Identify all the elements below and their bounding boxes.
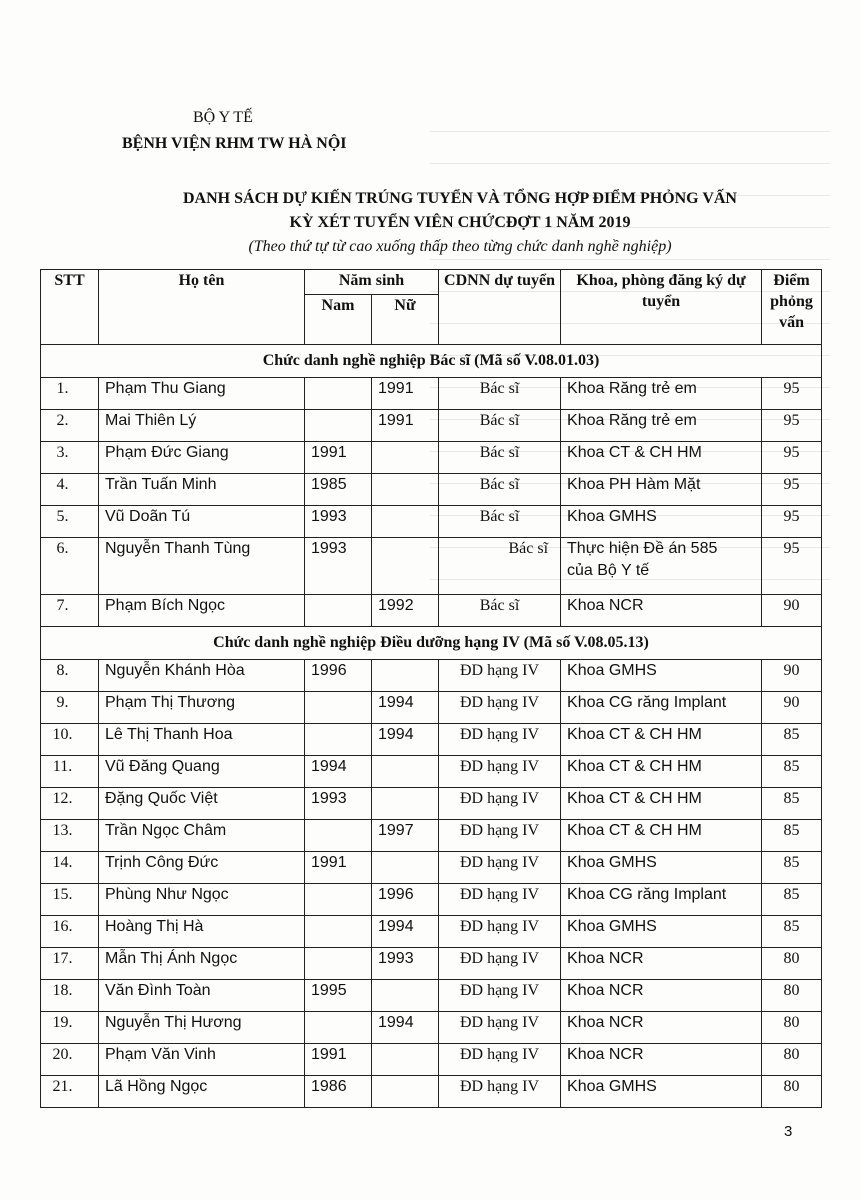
row-stt: 11. (41, 756, 99, 788)
row-khoa: Khoa NCR (561, 980, 762, 1012)
table-row (41, 820, 822, 852)
row-score: 95 (762, 442, 822, 474)
row-female-year: 1994 (372, 1012, 439, 1044)
row-name: Vũ Đăng Quang (99, 756, 305, 788)
row-name: Vũ Doãn Tú (99, 506, 305, 538)
row-khoa: Khoa NCR (561, 1012, 762, 1044)
row-female-year (372, 1044, 439, 1076)
section-title: Chức danh nghề nghiệp Bác sĩ (Mã số V.08.01.03) (41, 345, 822, 378)
row-score: 90 (762, 595, 822, 627)
row-score: 80 (762, 948, 822, 980)
row-khoa: Khoa CG răng Implant (561, 692, 762, 724)
row-female-year: 1997 (372, 820, 439, 852)
row-male-year (305, 724, 372, 756)
row-khoa: Khoa GMHS (561, 506, 762, 538)
row-cdnn: ĐD hạng IV (439, 724, 561, 756)
row-khoa: Khoa NCR (561, 595, 762, 627)
row-female-year: 1992 (372, 595, 439, 627)
row-stt: 7. (41, 595, 99, 627)
table-row (41, 595, 822, 627)
table-row (41, 948, 822, 980)
row-female-year: 1994 (372, 916, 439, 948)
row-score: 95 (762, 378, 822, 410)
row-score: 85 (762, 724, 822, 756)
row-name: Nguyễn Thị Hương (99, 1012, 305, 1044)
row-male-year (305, 410, 372, 442)
row-khoa: Khoa Răng trẻ em (561, 410, 762, 442)
row-name: Mẫn Thị Ánh Ngọc (99, 948, 305, 980)
header-male: Nam (305, 294, 372, 344)
row-female-year: 1991 (372, 410, 439, 442)
hospital-name: BỆNH VIỆN RHM TW HÀ NỘI (122, 135, 347, 152)
row-female-year (372, 756, 439, 788)
row-cdnn: Bác sĩ (439, 506, 561, 538)
table-row (41, 506, 822, 538)
row-score: 80 (762, 1012, 822, 1044)
row-khoa: Khoa CT & CH HM (561, 820, 762, 852)
section-header-row (41, 345, 822, 378)
header-stt: STT (41, 270, 99, 345)
row-female-year (372, 660, 439, 692)
row-stt: 8. (41, 660, 99, 692)
row-female-year: 1993 (372, 948, 439, 980)
row-khoa: Khoa CG răng Implant (561, 884, 762, 916)
table-row (41, 980, 822, 1012)
row-male-year: 1986 (305, 1076, 372, 1108)
row-male-year (305, 595, 372, 627)
row-cdnn: Bác sĩ (439, 538, 561, 595)
row-female-year (372, 1076, 439, 1108)
section-header-row (41, 627, 822, 660)
row-female-year: 1994 (372, 692, 439, 724)
table-row (41, 442, 822, 474)
row-name: Trần Tuấn Minh (99, 474, 305, 506)
row-stt: 2. (41, 410, 99, 442)
row-male-year: 1995 (305, 980, 372, 1012)
table-row (41, 1076, 822, 1108)
row-name: Phạm Đức Giang (99, 442, 305, 474)
row-stt: 9. (41, 692, 99, 724)
row-stt: 21. (41, 1076, 99, 1108)
row-cdnn: ĐD hạng IV (439, 692, 561, 724)
row-khoa: Khoa CT & CH HM (561, 756, 762, 788)
row-score: 95 (762, 474, 822, 506)
document-subtitle: (Theo thứ tự từ cao xuống thấp theo từng chức danh nghề nghiệp) (248, 238, 672, 255)
row-cdnn: ĐD hạng IV (439, 948, 561, 980)
row-name: Hoàng Thị Hà (99, 916, 305, 948)
row-score: 85 (762, 756, 822, 788)
row-stt: 4. (41, 474, 99, 506)
row-stt: 19. (41, 1012, 99, 1044)
row-name: Văn Đình Toàn (99, 980, 305, 1012)
row-female-year (372, 852, 439, 884)
row-score: 85 (762, 820, 822, 852)
row-male-year (305, 378, 372, 410)
row-cdnn: Bác sĩ (439, 474, 561, 506)
row-score: 85 (762, 852, 822, 884)
row-khoa-line1: Thực hiện Đề án 585 (567, 540, 718, 557)
row-cdnn: ĐD hạng IV (439, 852, 561, 884)
row-score: 95 (762, 506, 822, 538)
row-name: Phạm Văn Vinh (99, 1044, 305, 1076)
row-cdnn: ĐD hạng IV (439, 788, 561, 820)
row-male-year: 1991 (305, 852, 372, 884)
row-male-year: 1996 (305, 660, 372, 692)
row-stt: 18. (41, 980, 99, 1012)
row-khoa: Khoa Răng trẻ em (561, 378, 762, 410)
row-name: Trần Ngọc Châm (99, 820, 305, 852)
header-name: Họ tên (99, 270, 305, 345)
table-row (41, 1012, 822, 1044)
row-cdnn: ĐD hạng IV (439, 660, 561, 692)
organization-name: BỘ Y TẾ (193, 109, 253, 126)
row-score: 90 (762, 660, 822, 692)
row-name: Mai Thiên Lý (99, 410, 305, 442)
table-row (41, 724, 822, 756)
table-row (41, 660, 822, 692)
row-stt: 3. (41, 442, 99, 474)
row-male-year: 1985 (305, 474, 372, 506)
row-score: 80 (762, 1076, 822, 1108)
row-khoa-line2: của Bộ Y tế (567, 562, 650, 579)
row-stt: 6. (41, 538, 99, 595)
row-male-year: 1993 (305, 506, 372, 538)
row-name: Nguyễn Khánh Hòa (99, 660, 305, 692)
header-cdnn: CDNN dự tuyển (439, 270, 561, 345)
row-female-year: 1991 (372, 378, 439, 410)
header-khoa: Khoa, phòng đăng ký dự tuyển (561, 270, 762, 345)
table-row (41, 538, 822, 595)
section-title: Chức danh nghề nghiệp Điều dưỡng hạng IV (Mã số V.08.05.13) (41, 627, 822, 660)
row-female-year: 1996 (372, 884, 439, 916)
table-row (41, 756, 822, 788)
row-stt: 20. (41, 1044, 99, 1076)
row-score: 80 (762, 1044, 822, 1076)
row-stt: 14. (41, 852, 99, 884)
header-score: Điểm phỏng vấn (762, 270, 822, 345)
row-male-year (305, 948, 372, 980)
row-female-year (372, 788, 439, 820)
row-stt: 1. (41, 378, 99, 410)
row-male-year (305, 1012, 372, 1044)
row-khoa: Khoa GMHS (561, 660, 762, 692)
table-row (41, 410, 822, 442)
row-male-year (305, 820, 372, 852)
row-cdnn: Bác sĩ (439, 378, 561, 410)
row-stt: 12. (41, 788, 99, 820)
row-name: Trịnh Công Đức (99, 852, 305, 884)
row-khoa: Khoa CT & CH HM (561, 724, 762, 756)
row-cdnn: ĐD hạng IV (439, 1076, 561, 1108)
table-row (41, 474, 822, 506)
row-male-year: 1991 (305, 442, 372, 474)
row-cdnn: ĐD hạng IV (439, 1012, 561, 1044)
row-stt: 15. (41, 884, 99, 916)
row-cdnn: ĐD hạng IV (439, 916, 561, 948)
row-name: Đặng Quốc Việt (99, 788, 305, 820)
row-female-year (372, 442, 439, 474)
row-cdnn: Bác sĩ (439, 595, 561, 627)
row-stt: 17. (41, 948, 99, 980)
table-row (41, 916, 822, 948)
row-khoa: Khoa CT & CH HM (561, 442, 762, 474)
row-cdnn: Bác sĩ (439, 410, 561, 442)
row-khoa (561, 538, 762, 595)
row-stt: 5. (41, 506, 99, 538)
row-khoa: Khoa GMHS (561, 1076, 762, 1108)
row-cdnn: ĐD hạng IV (439, 1044, 561, 1076)
row-male-year (305, 884, 372, 916)
row-khoa: Khoa PH Hàm Mặt (561, 474, 762, 506)
document-title-line1: DANH SÁCH DỰ KIẾN TRÚNG TUYỂN VÀ TỔNG HỢP ĐIỂM PHỎNG VẤN (183, 190, 737, 207)
row-khoa: Khoa NCR (561, 1044, 762, 1076)
table-row (41, 378, 822, 410)
row-cdnn: ĐD hạng IV (439, 980, 561, 1012)
row-female-year: 1994 (372, 724, 439, 756)
header-female: Nữ (372, 294, 439, 344)
row-name: Phạm Bích Ngọc (99, 595, 305, 627)
row-stt: 13. (41, 820, 99, 852)
table-row (41, 852, 822, 884)
row-stt: 10. (41, 724, 99, 756)
row-score: 95 (762, 410, 822, 442)
row-male-year: 1991 (305, 1044, 372, 1076)
row-khoa: Khoa NCR (561, 948, 762, 980)
row-cdnn: ĐD hạng IV (439, 820, 561, 852)
row-male-year (305, 916, 372, 948)
row-name: Phạm Thị Thương (99, 692, 305, 724)
row-score: 90 (762, 692, 822, 724)
row-cdnn: Bác sĩ (439, 442, 561, 474)
candidates-table (40, 269, 822, 1108)
row-name: Phạm Thu Giang (99, 378, 305, 410)
row-score: 85 (762, 884, 822, 916)
row-name: Nguyễn Thanh Tùng (99, 538, 305, 595)
row-female-year (372, 506, 439, 538)
row-female-year (372, 980, 439, 1012)
row-khoa: Khoa CT & CH HM (561, 788, 762, 820)
row-name: Lê Thị Thanh Hoa (99, 724, 305, 756)
row-score: 85 (762, 916, 822, 948)
row-name: Phùng Như Ngọc (99, 884, 305, 916)
page-number: 3 (784, 1123, 793, 1140)
table-row (41, 1044, 822, 1076)
row-score: 85 (762, 788, 822, 820)
table-row (41, 884, 822, 916)
row-male-year: 1994 (305, 756, 372, 788)
row-cdnn: ĐD hạng IV (439, 756, 561, 788)
row-male-year: 1993 (305, 538, 372, 595)
row-female-year (372, 538, 439, 595)
row-score: 80 (762, 980, 822, 1012)
row-cdnn: ĐD hạng IV (439, 884, 561, 916)
row-male-year (305, 692, 372, 724)
table-row (41, 788, 822, 820)
header-row (41, 270, 822, 295)
document-title-line2: KỲ XÉT TUYỂN VIÊN CHỨCĐỢT 1 NĂM 2019 (289, 214, 631, 231)
header-birth-year: Năm sinh (305, 270, 439, 295)
row-female-year (372, 474, 439, 506)
row-score: 95 (762, 538, 822, 595)
row-khoa: Khoa GMHS (561, 852, 762, 884)
row-name: Lã Hồng Ngọc (99, 1076, 305, 1108)
row-stt: 16. (41, 916, 99, 948)
row-khoa: Khoa GMHS (561, 916, 762, 948)
row-male-year: 1993 (305, 788, 372, 820)
table-row (41, 692, 822, 724)
